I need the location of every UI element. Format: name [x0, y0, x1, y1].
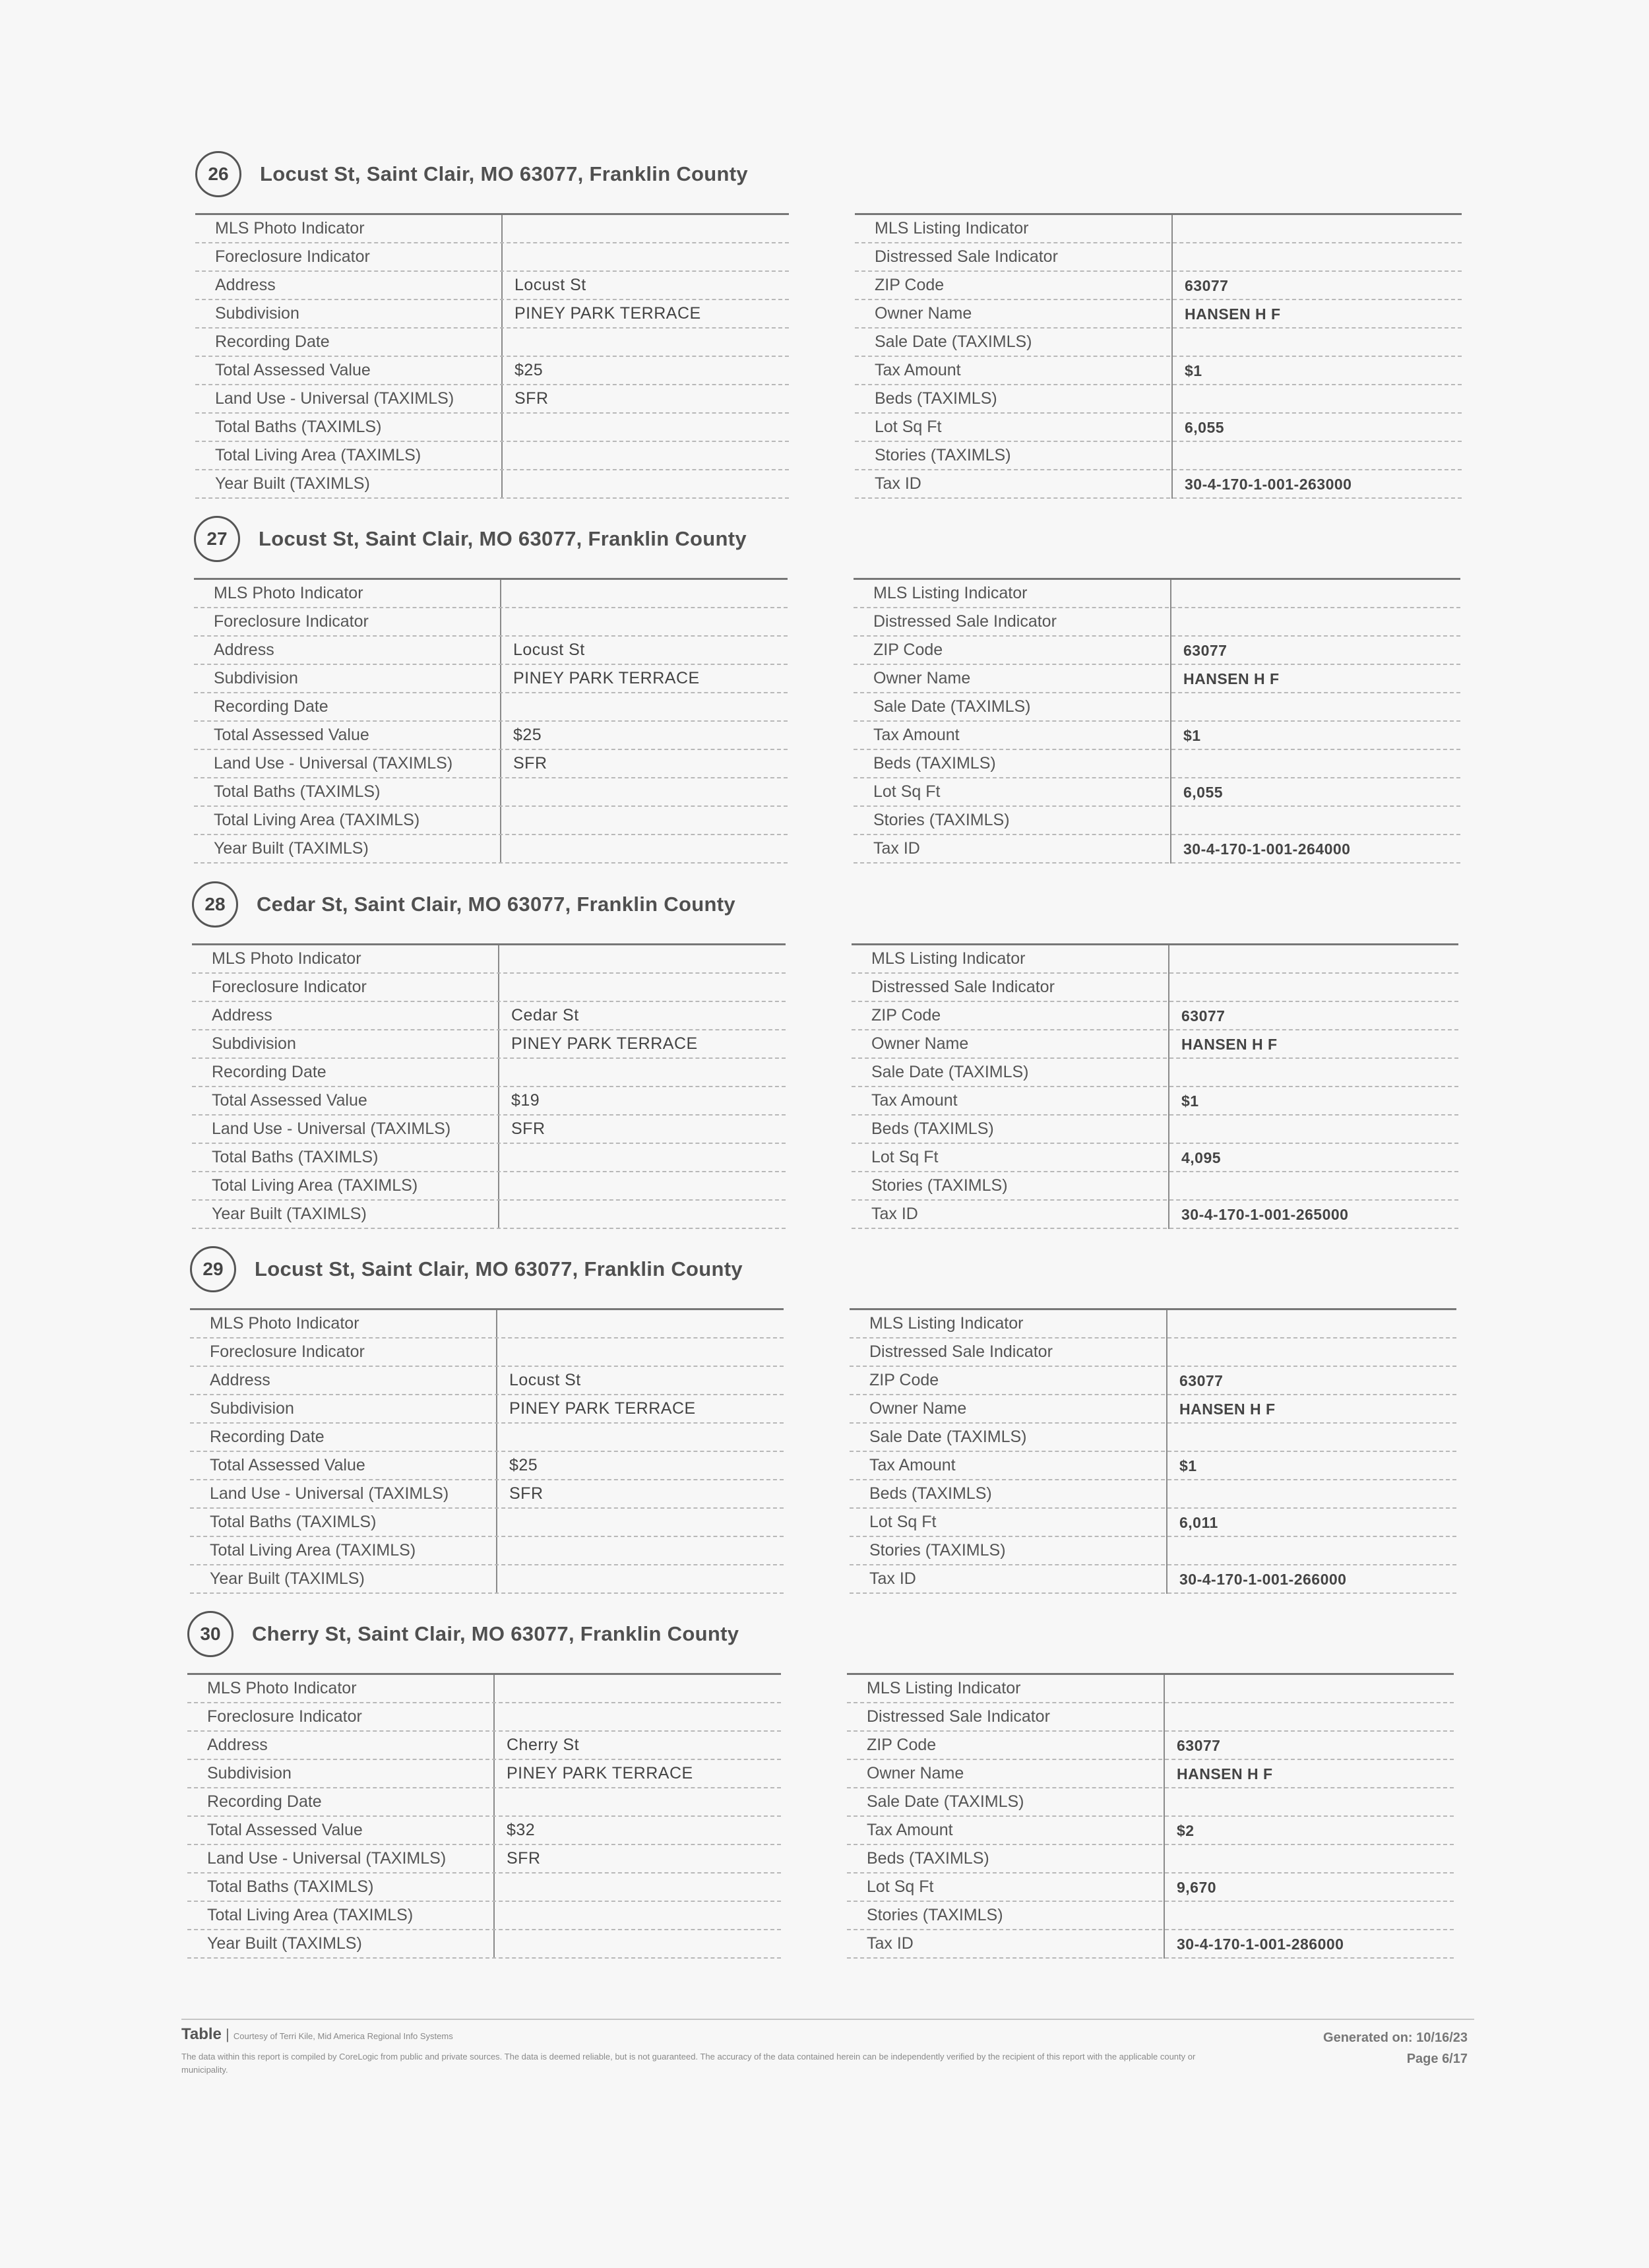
- field-label: Sale Date (TAXIMLS): [873, 697, 1031, 716]
- field-label: Year Built (TAXIMLS): [210, 1569, 365, 1588]
- field-row: [855, 442, 1462, 470]
- record-header: [187, 1608, 739, 1660]
- record-left-column: [187, 1673, 781, 1959]
- field-label: Land Use - Universal (TAXIMLS): [207, 1849, 447, 1868]
- field-row: [194, 665, 788, 693]
- field-label: Total Baths (TAXIMLS): [214, 782, 381, 801]
- field-label: Total Baths (TAXIMLS): [207, 1877, 374, 1896]
- report-footer: [181, 2019, 1468, 2085]
- field-value: $32: [507, 1821, 536, 1839]
- footer-table-label: Table: [181, 2025, 222, 2043]
- field-row: [194, 637, 788, 665]
- field-row: [854, 693, 1460, 722]
- field-row: [852, 1116, 1458, 1144]
- record-address-title: Cherry St, Saint Clair, MO 63077, Franklin County: [252, 1622, 739, 1645]
- footer-courtesy: Courtesy of Terri Kile, Mid America Regional Info Systems: [233, 2031, 453, 2041]
- field-label: Sale Date (TAXIMLS): [869, 1428, 1027, 1446]
- field-label: Tax ID: [873, 839, 920, 858]
- property-record: [185, 148, 1458, 491]
- field-row: [194, 722, 788, 750]
- field-label: ZIP Code: [871, 1006, 941, 1024]
- property-record: [177, 1608, 1450, 1951]
- footer-disclaimer: The data within this report is compiled by CoreLogic from public and private sources. The data is deemed reliable, but is not guaranteed. The accuracy of the data contained herein can be independently verified by the recipient of this report with the applicable county or municipality.: [181, 2052, 1196, 2075]
- field-value: SFR: [513, 754, 547, 772]
- field-label: MLS Photo Indicator: [207, 1679, 357, 1697]
- record-right-column: [852, 943, 1458, 1229]
- field-label: Land Use - Universal (TAXIMLS): [214, 754, 453, 772]
- field-row: [192, 1059, 786, 1087]
- field-row: [850, 1537, 1456, 1565]
- field-row: [850, 1424, 1456, 1452]
- field-label: Tax ID: [871, 1205, 918, 1223]
- field-row: [187, 1760, 781, 1788]
- field-label: Foreclosure Indicator: [207, 1707, 362, 1726]
- field-label: ZIP Code: [867, 1736, 937, 1754]
- field-row: [850, 1509, 1456, 1537]
- field-label: Lot Sq Ft: [871, 1148, 939, 1166]
- field-label: Tax Amount: [871, 1091, 958, 1110]
- field-value: Locust St: [514, 276, 586, 294]
- field-row: [850, 1339, 1456, 1367]
- field-row: [854, 778, 1460, 807]
- field-row: [195, 470, 789, 499]
- field-value: HANSEN H F: [1181, 1036, 1278, 1053]
- field-value: $25: [514, 361, 544, 379]
- field-row: [847, 1788, 1454, 1817]
- field-label: Year Built (TAXIMLS): [207, 1934, 362, 1953]
- field-value: 30-4-170-1-001-266000: [1179, 1571, 1347, 1588]
- field-row: [194, 807, 788, 835]
- field-row: [190, 1480, 784, 1509]
- footer-generated-date: Generated on: 10/16/23: [1323, 2031, 1468, 2045]
- field-value: 63077: [1181, 1007, 1226, 1024]
- field-row: [847, 1817, 1454, 1845]
- field-label: Owner Name: [873, 669, 971, 687]
- field-row: [855, 357, 1462, 385]
- field-label: Tax ID: [867, 1934, 914, 1953]
- field-row: [852, 1059, 1458, 1087]
- field-row: [195, 329, 789, 357]
- field-row: [194, 608, 788, 637]
- field-value: Cherry St: [507, 1736, 580, 1754]
- field-row: [195, 385, 789, 414]
- field-value: PINEY PARK TERRACE: [514, 304, 701, 323]
- field-row: [854, 722, 1460, 750]
- field-row: [850, 1565, 1456, 1594]
- field-label: Land Use - Universal (TAXIMLS): [212, 1119, 451, 1138]
- record-left-column: [192, 943, 786, 1229]
- field-row: [195, 442, 789, 470]
- field-value: 63077: [1185, 277, 1229, 294]
- field-row: [195, 272, 789, 300]
- field-label: Lot Sq Ft: [867, 1877, 934, 1896]
- field-label: Recording Date: [212, 1063, 327, 1081]
- field-row: [854, 807, 1460, 835]
- field-label: MLS Photo Indicator: [212, 949, 361, 968]
- field-row: [195, 215, 789, 243]
- record-header: [195, 148, 748, 200]
- field-label: Owner Name: [867, 1764, 964, 1782]
- field-value: $1: [1181, 1092, 1199, 1110]
- field-row: [187, 1874, 781, 1902]
- field-label: Owner Name: [869, 1399, 967, 1418]
- field-value: $25: [513, 726, 542, 744]
- property-record: [183, 513, 1456, 856]
- field-row: [190, 1509, 784, 1537]
- field-value: 30-4-170-1-001-264000: [1183, 840, 1351, 858]
- field-row: [855, 385, 1462, 414]
- field-label: Total Living Area (TAXIMLS): [212, 1176, 418, 1195]
- field-value: SFR: [507, 1849, 541, 1868]
- field-row: [192, 1172, 786, 1201]
- record-address-title: Locust St, Saint Clair, MO 63077, Franklin County: [259, 527, 747, 550]
- field-label: Total Assessed Value: [214, 726, 369, 744]
- record-header: [194, 513, 747, 565]
- field-row: [187, 1703, 781, 1732]
- field-label: Tax ID: [875, 474, 921, 493]
- field-row: [187, 1675, 781, 1703]
- field-label: Distressed Sale Indicator: [875, 247, 1058, 266]
- field-label: Stories (TAXIMLS): [871, 1176, 1008, 1195]
- field-label: Year Built (TAXIMLS): [212, 1205, 367, 1223]
- field-value: 30-4-170-1-001-263000: [1185, 476, 1352, 493]
- field-value: 63077: [1183, 642, 1228, 659]
- field-label: Total Living Area (TAXIMLS): [215, 446, 421, 464]
- field-label: Total Assessed Value: [207, 1821, 363, 1839]
- field-label: Foreclosure Indicator: [215, 247, 370, 266]
- field-label: Stories (TAXIMLS): [875, 446, 1011, 464]
- field-row: [190, 1452, 784, 1480]
- property-record: [179, 1244, 1452, 1587]
- field-label: Distressed Sale Indicator: [867, 1707, 1050, 1726]
- record-left-column: [195, 213, 789, 499]
- field-label: Land Use - Universal (TAXIMLS): [215, 389, 454, 408]
- field-value: SFR: [509, 1484, 544, 1503]
- field-label: Stories (TAXIMLS): [867, 1906, 1003, 1924]
- field-row: [847, 1874, 1454, 1902]
- field-value: $25: [509, 1456, 538, 1474]
- field-row: [195, 414, 789, 442]
- field-label: Address: [215, 276, 276, 294]
- field-value: $1: [1179, 1457, 1197, 1474]
- footer-divider: [181, 2019, 1474, 2020]
- record-address-title: Locust St, Saint Clair, MO 63077, Franklin County: [255, 1257, 743, 1280]
- field-value: SFR: [511, 1119, 545, 1138]
- field-value: HANSEN H F: [1179, 1401, 1276, 1418]
- field-label: Beds (TAXIMLS): [875, 389, 997, 408]
- record-left-column: [190, 1308, 784, 1594]
- field-row: [194, 750, 788, 778]
- field-row: [854, 835, 1460, 864]
- field-label: Total Baths (TAXIMLS): [215, 418, 382, 436]
- record-number-badge: 28: [192, 881, 238, 928]
- field-label: Address: [212, 1006, 272, 1024]
- field-label: Tax Amount: [869, 1456, 956, 1474]
- field-value: PINEY PARK TERRACE: [513, 669, 700, 687]
- field-label: MLS Photo Indicator: [215, 219, 365, 237]
- record-number-badge: 30: [187, 1611, 233, 1657]
- field-row: [194, 778, 788, 807]
- field-row: [850, 1367, 1456, 1395]
- field-label: Total Baths (TAXIMLS): [210, 1513, 377, 1531]
- footer-page-number: Page 6/17: [1406, 2052, 1468, 2066]
- field-row: [847, 1703, 1454, 1732]
- field-label: Lot Sq Ft: [869, 1513, 937, 1531]
- field-label: MLS Listing Indicator: [867, 1679, 1021, 1697]
- field-row: [854, 665, 1460, 693]
- field-label: Stories (TAXIMLS): [873, 811, 1010, 829]
- field-label: Subdivision: [214, 669, 298, 687]
- field-label: Total Living Area (TAXIMLS): [207, 1906, 414, 1924]
- field-row: [850, 1310, 1456, 1339]
- field-label: Address: [214, 641, 274, 659]
- field-label: MLS Photo Indicator: [214, 584, 363, 602]
- record-right-column: [850, 1308, 1456, 1594]
- field-row: [855, 329, 1462, 357]
- field-row: [195, 357, 789, 385]
- field-row: [854, 637, 1460, 665]
- field-label: Subdivision: [212, 1034, 296, 1053]
- field-row: [190, 1565, 784, 1594]
- field-label: ZIP Code: [875, 276, 945, 294]
- field-row: [847, 1732, 1454, 1760]
- field-value: $2: [1177, 1822, 1195, 1839]
- field-row: [854, 580, 1460, 608]
- field-row: [192, 1144, 786, 1172]
- field-label: Distressed Sale Indicator: [869, 1342, 1053, 1361]
- record-header: [192, 879, 735, 930]
- field-value: HANSEN H F: [1177, 1765, 1273, 1782]
- field-label: Distressed Sale Indicator: [873, 612, 1057, 631]
- field-value: Locust St: [509, 1371, 581, 1389]
- field-label: Year Built (TAXIMLS): [214, 839, 369, 858]
- field-row: [847, 1902, 1454, 1930]
- field-label: Distressed Sale Indicator: [871, 978, 1055, 996]
- field-label: Beds (TAXIMLS): [871, 1119, 994, 1138]
- field-row: [854, 608, 1460, 637]
- field-label: Total Assessed Value: [212, 1091, 367, 1110]
- field-row: [850, 1452, 1456, 1480]
- field-value: 4,095: [1181, 1149, 1222, 1166]
- field-row: [850, 1395, 1456, 1424]
- field-value: SFR: [514, 389, 549, 408]
- field-row: [192, 1030, 786, 1059]
- field-label: Lot Sq Ft: [873, 782, 941, 801]
- record-right-column: [854, 578, 1460, 864]
- field-label: Foreclosure Indicator: [212, 978, 367, 996]
- field-label: MLS Listing Indicator: [873, 584, 1028, 602]
- field-row: [852, 1087, 1458, 1116]
- field-label: Foreclosure Indicator: [214, 612, 369, 631]
- field-label: Recording Date: [207, 1792, 322, 1811]
- field-label: MLS Listing Indicator: [875, 219, 1029, 237]
- field-row: [187, 1817, 781, 1845]
- field-value: 30-4-170-1-001-286000: [1177, 1936, 1344, 1953]
- field-value: PINEY PARK TERRACE: [511, 1034, 698, 1053]
- field-value: Locust St: [513, 641, 585, 659]
- record-right-column: [855, 213, 1462, 499]
- field-label: Address: [210, 1371, 270, 1389]
- field-label: ZIP Code: [869, 1371, 939, 1389]
- record-number-badge: 27: [194, 516, 240, 562]
- field-label: Total Assessed Value: [215, 361, 371, 379]
- field-row: [852, 945, 1458, 974]
- field-label: Total Living Area (TAXIMLS): [214, 811, 420, 829]
- field-value: $1: [1185, 362, 1202, 379]
- field-label: Sale Date (TAXIMLS): [871, 1063, 1029, 1081]
- field-value: PINEY PARK TERRACE: [507, 1764, 693, 1782]
- field-label: MLS Listing Indicator: [869, 1314, 1024, 1333]
- field-row: [852, 1144, 1458, 1172]
- field-row: [195, 243, 789, 272]
- field-row: [192, 1201, 786, 1229]
- field-label: Total Assessed Value: [210, 1456, 365, 1474]
- field-row: [847, 1760, 1454, 1788]
- field-label: Land Use - Universal (TAXIMLS): [210, 1484, 449, 1503]
- field-label: Recording Date: [214, 697, 328, 716]
- record-address-title: Locust St, Saint Clair, MO 63077, Franklin County: [260, 162, 748, 185]
- field-row: [194, 580, 788, 608]
- field-value: 63077: [1179, 1372, 1224, 1389]
- field-label: Beds (TAXIMLS): [869, 1484, 992, 1503]
- field-label: ZIP Code: [873, 641, 943, 659]
- field-row: [187, 1930, 781, 1959]
- field-label: Beds (TAXIMLS): [873, 754, 996, 772]
- field-label: Year Built (TAXIMLS): [215, 474, 370, 493]
- field-row: [855, 414, 1462, 442]
- field-label: Recording Date: [215, 332, 330, 351]
- record-number-badge: 29: [190, 1246, 236, 1292]
- field-label: Sale Date (TAXIMLS): [875, 332, 1032, 351]
- field-row: [190, 1424, 784, 1452]
- field-label: Subdivision: [207, 1764, 292, 1782]
- field-row: [192, 945, 786, 974]
- field-value: $19: [511, 1091, 540, 1110]
- field-row: [850, 1480, 1456, 1509]
- field-label: Beds (TAXIMLS): [867, 1849, 989, 1868]
- field-label: Subdivision: [215, 304, 299, 323]
- field-row: [855, 243, 1462, 272]
- field-row: [190, 1395, 784, 1424]
- field-row: [190, 1339, 784, 1367]
- field-label: Tax Amount: [867, 1821, 953, 1839]
- field-value: 30-4-170-1-001-265000: [1181, 1206, 1349, 1223]
- field-row: [855, 470, 1462, 499]
- field-label: Lot Sq Ft: [875, 418, 942, 436]
- field-row: [852, 974, 1458, 1002]
- field-row: [855, 300, 1462, 329]
- field-label: Tax Amount: [875, 361, 961, 379]
- footer-source: Table | Courtesy of Terri Kile, Mid America Regional Info Systems: [181, 2025, 453, 2043]
- field-row: [847, 1845, 1454, 1874]
- field-value: PINEY PARK TERRACE: [509, 1399, 696, 1418]
- field-row: [855, 272, 1462, 300]
- field-value: HANSEN H F: [1183, 670, 1280, 687]
- field-row: [187, 1845, 781, 1874]
- record-left-column: [194, 578, 788, 864]
- field-label: MLS Photo Indicator: [210, 1314, 359, 1333]
- field-row: [190, 1367, 784, 1395]
- field-row: [187, 1732, 781, 1760]
- field-label: MLS Listing Indicator: [871, 949, 1026, 968]
- property-record: [181, 879, 1454, 1222]
- field-value: $1: [1183, 727, 1201, 744]
- field-row: [192, 1116, 786, 1144]
- field-label: Owner Name: [875, 304, 972, 323]
- field-row: [847, 1930, 1454, 1959]
- record-number-badge: 26: [195, 151, 241, 197]
- field-row: [852, 1172, 1458, 1201]
- field-value: Cedar St: [511, 1006, 579, 1024]
- field-label: Total Living Area (TAXIMLS): [210, 1541, 416, 1559]
- field-value: 9,670: [1177, 1879, 1217, 1896]
- field-row: [190, 1537, 784, 1565]
- field-row: [194, 693, 788, 722]
- field-row: [187, 1902, 781, 1930]
- field-row: [192, 1087, 786, 1116]
- field-row: [192, 974, 786, 1002]
- field-label: Stories (TAXIMLS): [869, 1541, 1006, 1559]
- field-row: [187, 1788, 781, 1817]
- field-value: 63077: [1177, 1737, 1221, 1754]
- field-value: HANSEN H F: [1185, 305, 1281, 323]
- field-row: [847, 1675, 1454, 1703]
- field-row: [195, 300, 789, 329]
- record-address-title: Cedar St, Saint Clair, MO 63077, Franklin County: [257, 893, 735, 916]
- field-row: [854, 750, 1460, 778]
- field-value: 6,055: [1183, 784, 1224, 801]
- field-row: [192, 1002, 786, 1030]
- field-row: [852, 1002, 1458, 1030]
- field-label: Tax ID: [869, 1569, 916, 1588]
- field-label: Tax Amount: [873, 726, 960, 744]
- field-value: 6,055: [1185, 419, 1225, 436]
- field-row: [194, 835, 788, 864]
- record-header: [190, 1244, 743, 1295]
- field-label: Subdivision: [210, 1399, 294, 1418]
- field-label: Recording Date: [210, 1428, 325, 1446]
- field-label: Owner Name: [871, 1034, 969, 1053]
- field-label: Sale Date (TAXIMLS): [867, 1792, 1024, 1811]
- field-label: Total Baths (TAXIMLS): [212, 1148, 379, 1166]
- field-row: [855, 215, 1462, 243]
- field-label: Address: [207, 1736, 268, 1754]
- field-label: Foreclosure Indicator: [210, 1342, 365, 1361]
- record-right-column: [847, 1673, 1454, 1959]
- field-row: [852, 1030, 1458, 1059]
- field-row: [852, 1201, 1458, 1229]
- field-row: [190, 1310, 784, 1339]
- field-value: 6,011: [1179, 1514, 1218, 1531]
